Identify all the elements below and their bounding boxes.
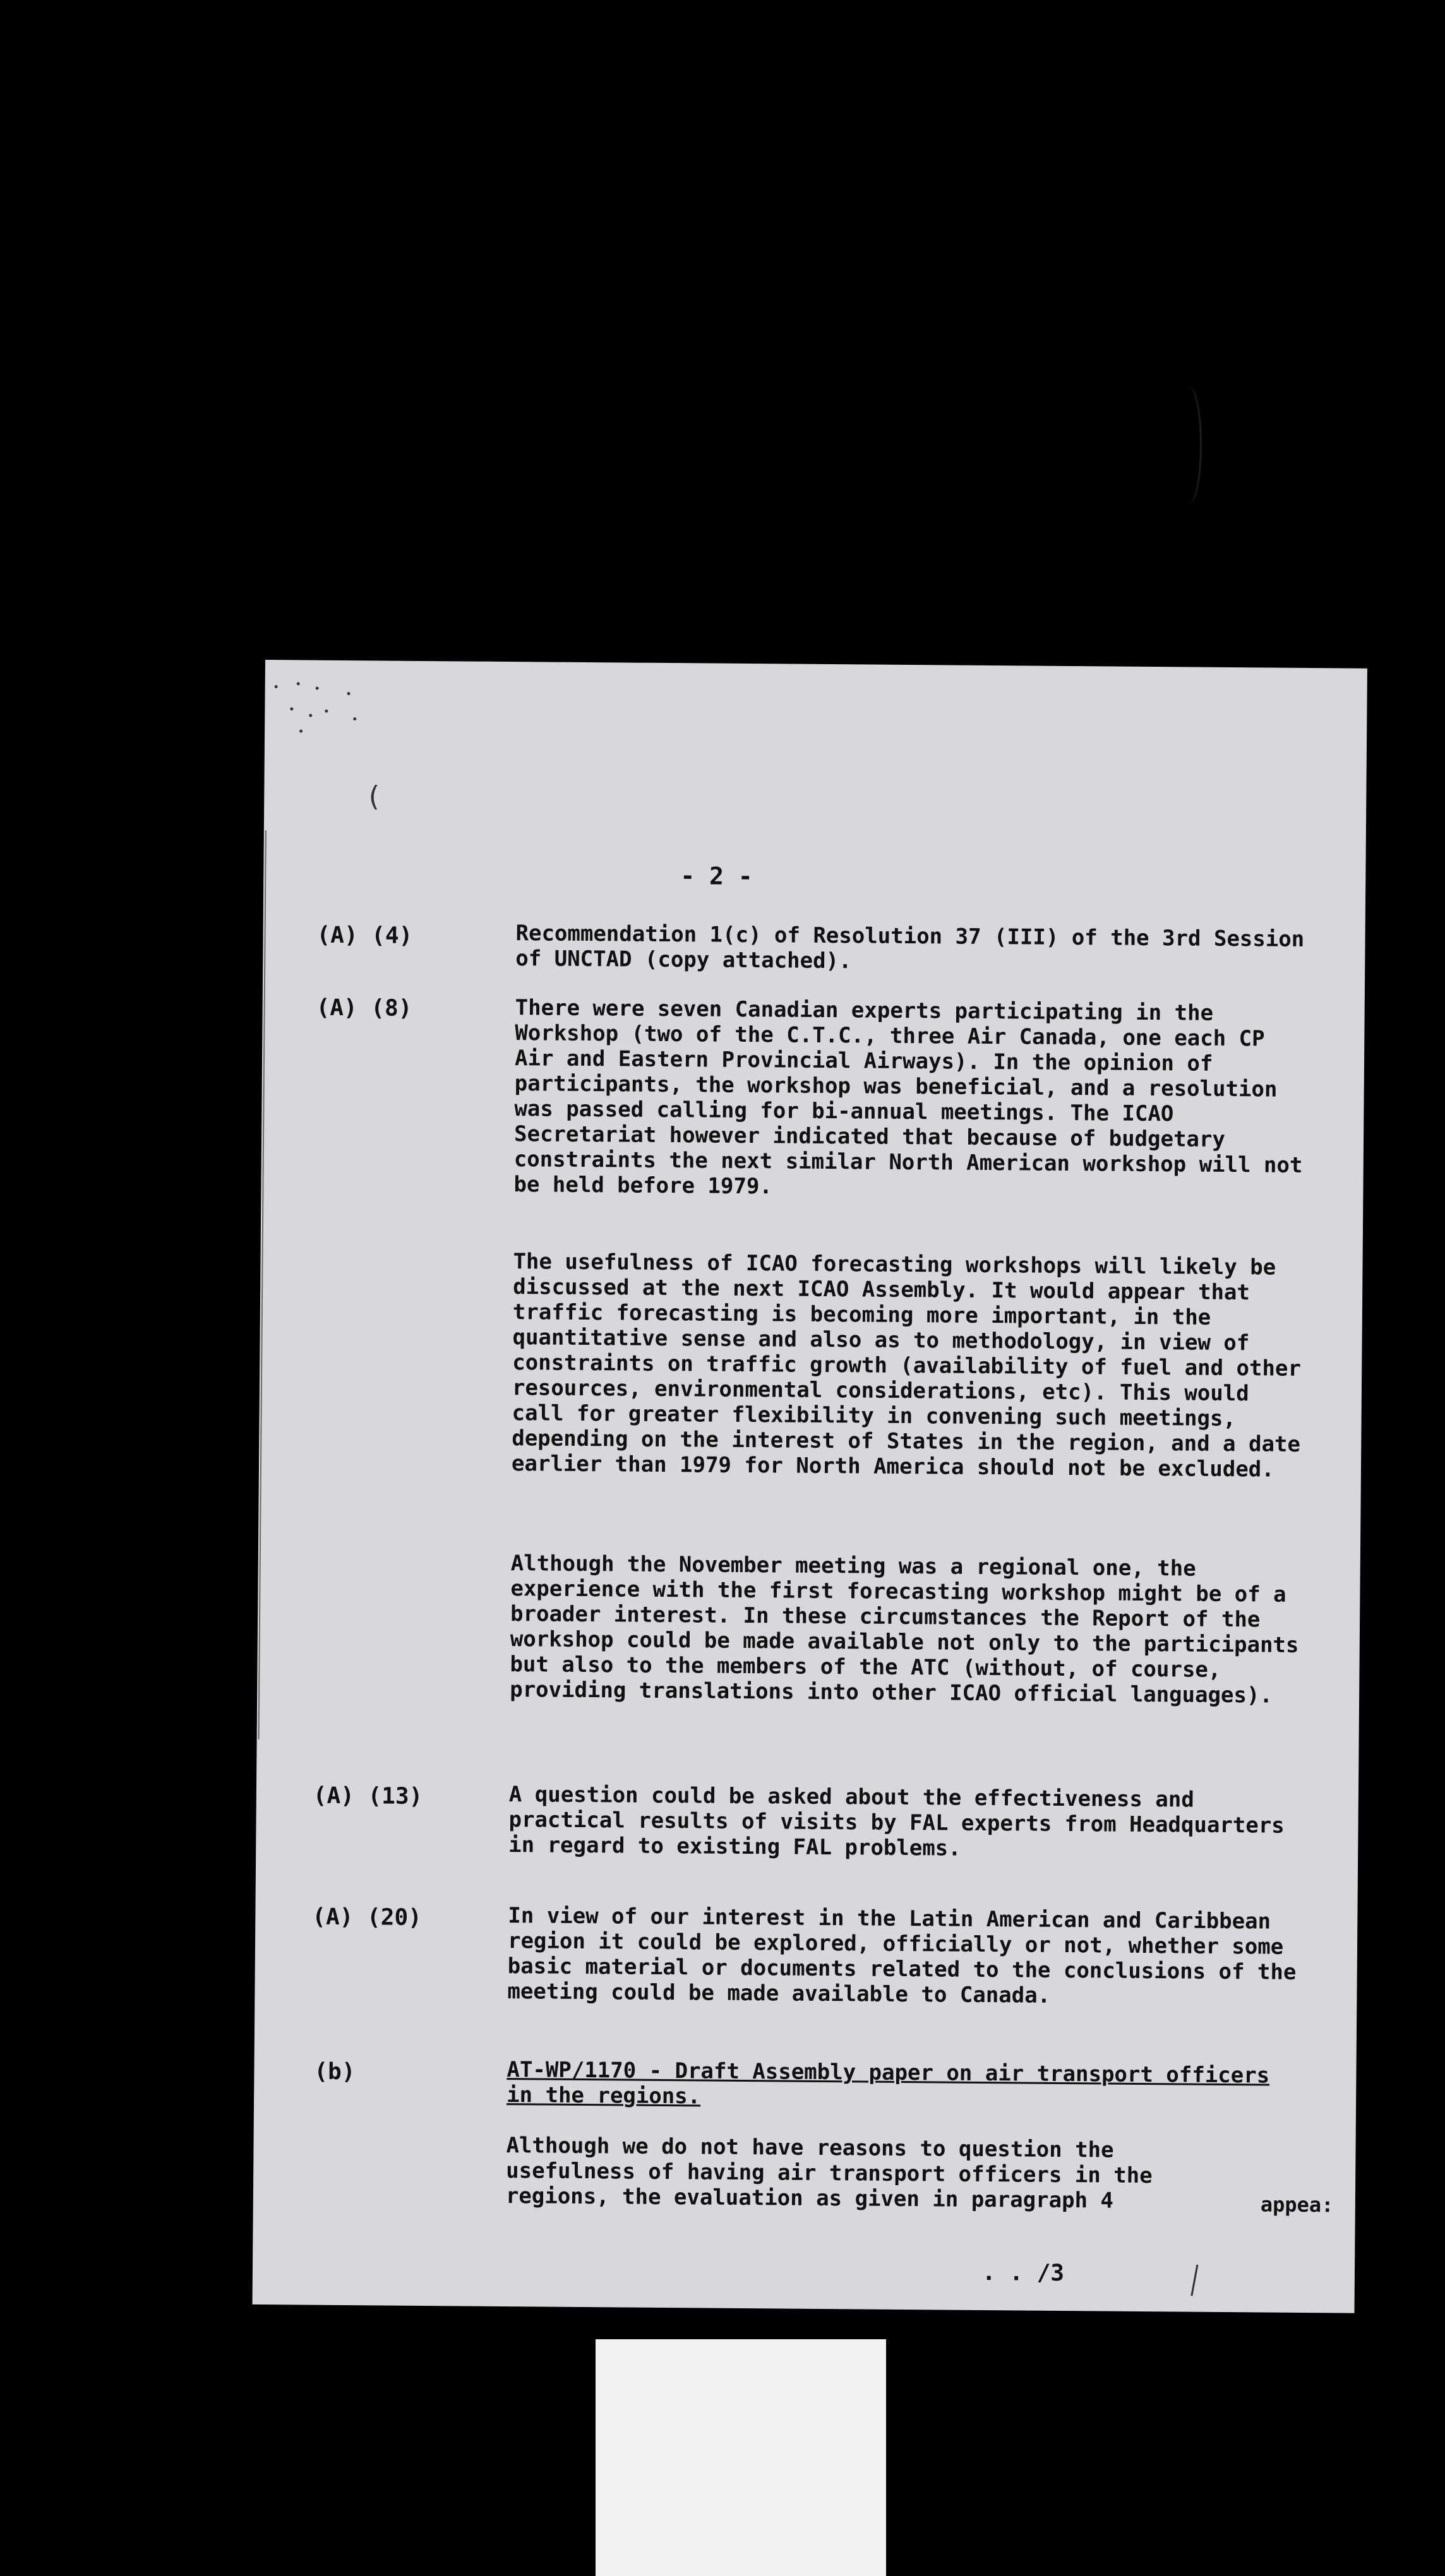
item-ref-a4: (A) (4)	[316, 922, 413, 949]
paragraph-a13: A question could be asked about the effectiveness and practical results of visits by FAL experts from Headquarters in regard to existing FAL problems.	[508, 1782, 1285, 1861]
item-ref-a13: (A) (13)	[313, 1782, 423, 1810]
stray-mark-bottom	[1190, 2265, 1198, 2296]
page-number: - 2 -	[680, 862, 753, 891]
blank-card	[596, 2339, 886, 2576]
paragraph-a8-3: Although the November meeting was a regional one, the experience with the first forecasting workshop might be of a broader interest. In these circumstances the Report of the workshop could be made available not only to the participants but also to the members of the ATC (without, of course, providing translations into other ICAO official languages).	[510, 1551, 1299, 1708]
paragraph-b: Although we do not have reasons to question the usefulness of having air transport officers in the regions, the evaluation as given in paragraph 4	[505, 2133, 1153, 2214]
item-ref-a8: (A) (8)	[316, 994, 412, 1022]
punch-hole-top	[223, 820, 261, 858]
punch-hole-middle	[218, 1452, 256, 1489]
paragraph-a4: Recommendation 1(c) of Resolution 37 (III) of the 3rd Session of UNCTAD (copy attached).	[515, 921, 1305, 974]
stray-mark: (	[365, 780, 383, 813]
paragraph-a20: In view of our interest in the Latin American and Caribbean region it could be explored, officially or not, whether some basic material or documents related to the conclusions of the meeting could be made available to Canada.	[507, 1903, 1297, 2008]
cut-off-word: appea:	[1260, 2192, 1334, 2217]
paragraph-a8-1: There were seven Canadian experts participating in the Workshop (two of the C.T.C., three Air Canada, one each CP Air and Eastern Provincial Airways). In the opinion of participants, the workshop was beneficial, and a resolution was passed calling for bi-annual meetings. The ICAO Secretariat however indicated that because of budgetary constraints the next similar North American workshop will not be held before 1979.	[513, 995, 1303, 1200]
item-ref-a20: (A) (20)	[312, 1904, 422, 1931]
left-margin-line	[258, 830, 267, 1739]
continuation-marker: . . /3	[981, 2259, 1065, 2287]
section-heading-b: AT-WP/1170 - Draft Assembly paper on air transport officers in the regions.	[507, 2057, 1270, 2109]
document-page	[253, 660, 1367, 2313]
speckle-marks	[271, 679, 366, 742]
background-edge-curve	[1175, 385, 1202, 505]
paragraph-a8-2: The usefulness of ICAO forecasting workshops will likely be discussed at the next ICAO Assembly. It would appear that traffic forecasting is becoming more important, in the quantitative sense and also as to methodology, in view of constraints on traffic growth (availability of fuel and other resources, environmental considerations, etc). This would call for greater flexibility in convening such meetings, depending on the interest of States in the region, and a date earlier than 1979 for North America should not be excluded.	[511, 1249, 1302, 1482]
punch-hole-bottom	[213, 2080, 251, 2118]
item-ref-b: (b)	[314, 2058, 356, 2085]
